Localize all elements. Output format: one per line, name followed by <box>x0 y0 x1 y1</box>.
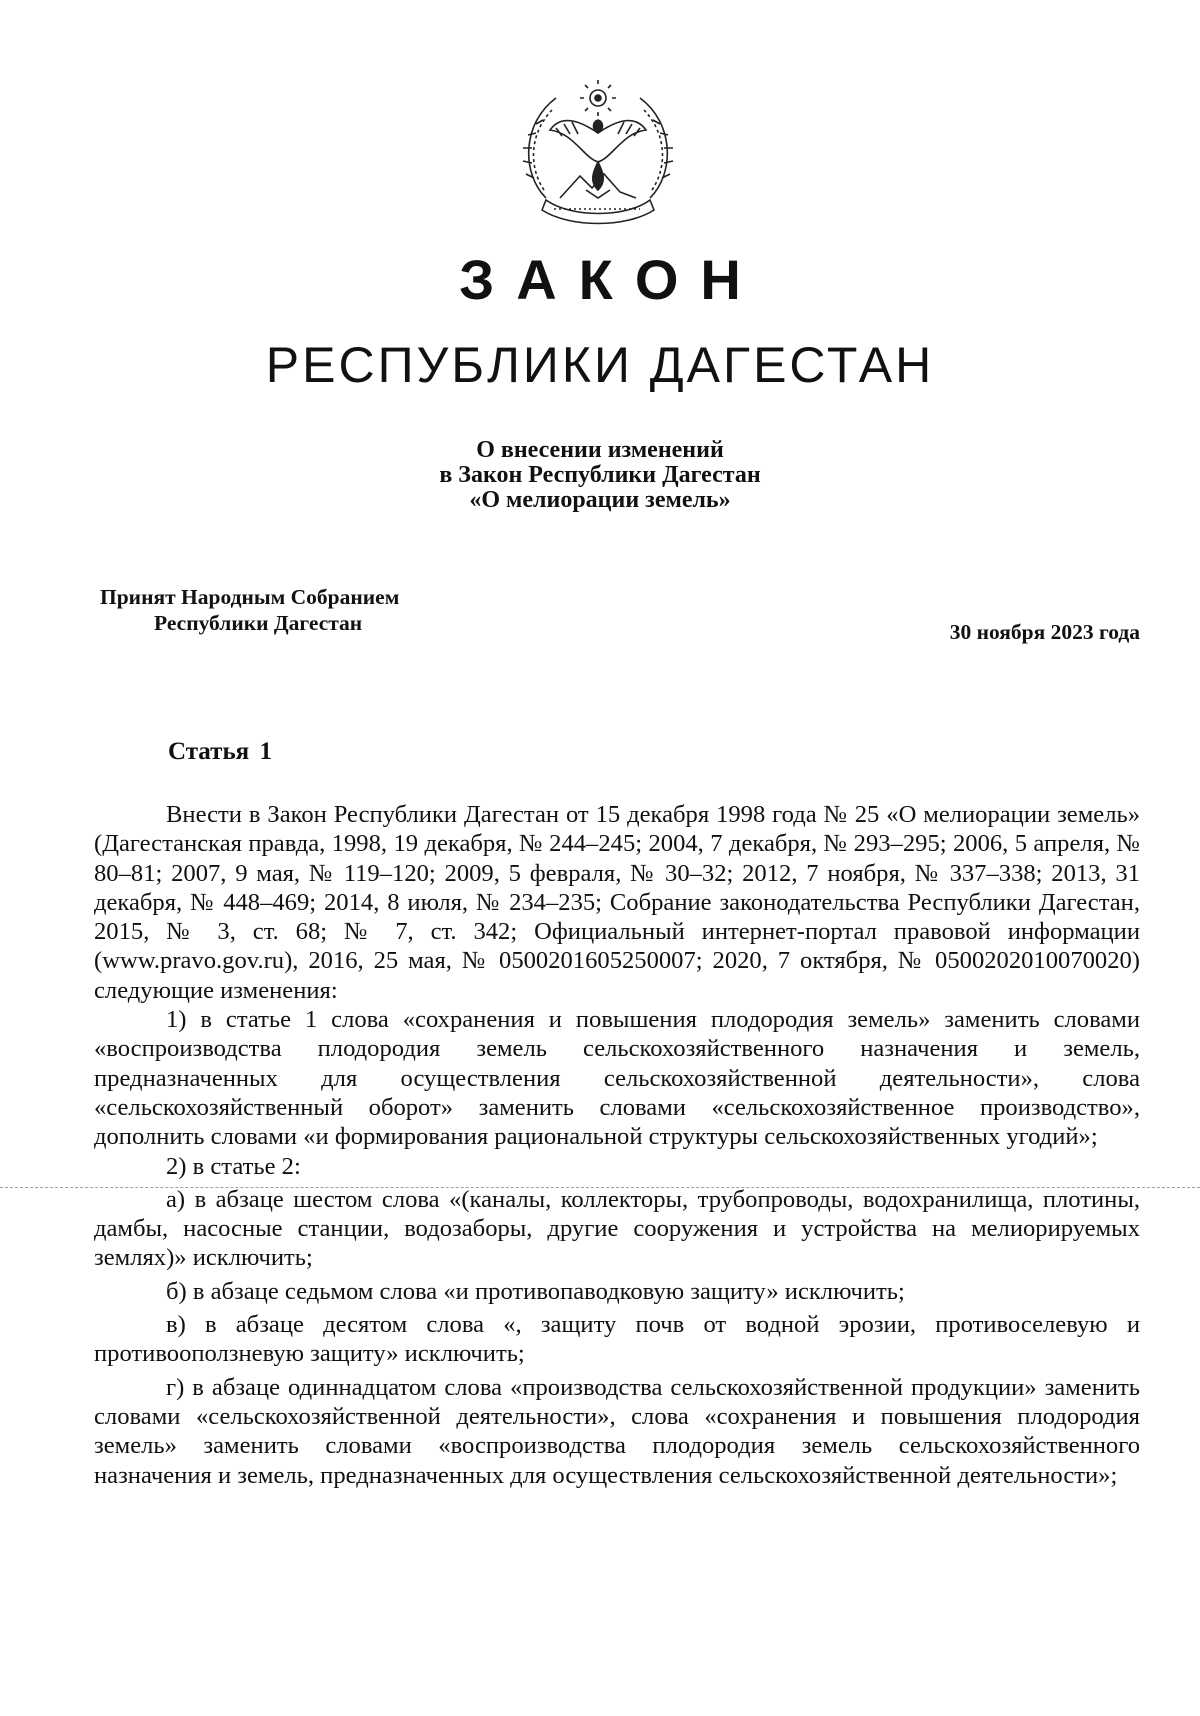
adoption-line: Принят Народным Собранием <box>100 585 400 609</box>
adoption-date: 30 ноября 2023 года <box>949 620 1140 644</box>
document-title: ЗАКОН <box>459 248 763 311</box>
law-name <box>0 438 1200 513</box>
law-name-line: «О мелиорации земель» <box>469 487 731 513</box>
article-paragraph: в) в абзаце десятом слова «, защиту почв от водной эрозии, противоселевую и противооползневую защиту» исключить; <box>94 1311 1140 1368</box>
dagestan-coat-of-arms-icon <box>516 78 680 232</box>
scan-artifact-line <box>0 1187 1200 1188</box>
law-name-line: О внесении изменений <box>476 437 724 463</box>
article-paragraph: Внести в Закон Республики Дагестан от 15 декабря 1998 года № 25 «О мелиорации земель» (Дагестанская правда, 1998, 19 декабря, № 244–245; 2004, 7 декабря, № 293–295; 2006, 5 апреля, № 80–81; 2007, 9 мая, № 119–120; 2009, 5 февраля, № 30–32; 2012, 7 ноября, № 337–338; 2013, 31 декабря, № 448–469; 2014, 8 июля, № 234–235; Собрание законодательства Республики Дагестан, 2015, № 3, ст. 68; № 7, ст. 342; Официальный интернет-портал правовой информации (www.pravo.gov.ru), 2016, 25 мая, № 0500201605250007; 2020, 7 октября, № 0500202010070020) следующие изменения: <box>94 801 1140 1004</box>
article-title: Статья 1 <box>168 738 272 765</box>
document-subtitle: РЕСПУБЛИКИ ДАГЕСТАН <box>265 337 935 393</box>
article-paragraph: г) в абзаце одиннадцатом слова «производства сельскохозяйственной продукции» заменить словами «сельскохозяйственной деятельности», слова «сохранения и повышения плодородия земель» заменить словами «воспроизводства плодородия земель сельскохозяйственного назначения и земель, предназначенных для осуществления сельскохозяйственной деятельности»; <box>94 1373 1140 1489</box>
article-paragraph: а) в абзаце шестом слова «(каналы, коллекторы, трубопроводы, водохранилища, плотины, дамбы, насосные станции, водозаборы, другие сооружения и устройства на мелиорируемых землях)» исключить; <box>94 1185 1140 1272</box>
adoption-line: Республики Дагестан <box>154 611 363 635</box>
article-body <box>94 800 1140 1490</box>
article-paragraph: б) в абзаце седьмом слова «и противопаводковую защиту» исключить; <box>166 1277 905 1305</box>
article-paragraph: 2) в статье 2: <box>166 1152 301 1180</box>
adoption-note <box>100 584 399 636</box>
law-name-line: в Закон Республики Дагестан <box>439 462 761 488</box>
article-paragraph: 1) в статье 1 слова «сохранения и повышения плодородия земель» заменить словами «воспроизводства плодородия земель сельскохозяйственного назначения и земель, предназначенных для осуществления сельскохозяйственной деятельности», слова «сельскохозяйственный оборот» заменить словами «сельскохозяйственное производство», дополнить словами «и формирования рациональной структуры сельскохозяйственных угодий»; <box>94 1006 1140 1151</box>
